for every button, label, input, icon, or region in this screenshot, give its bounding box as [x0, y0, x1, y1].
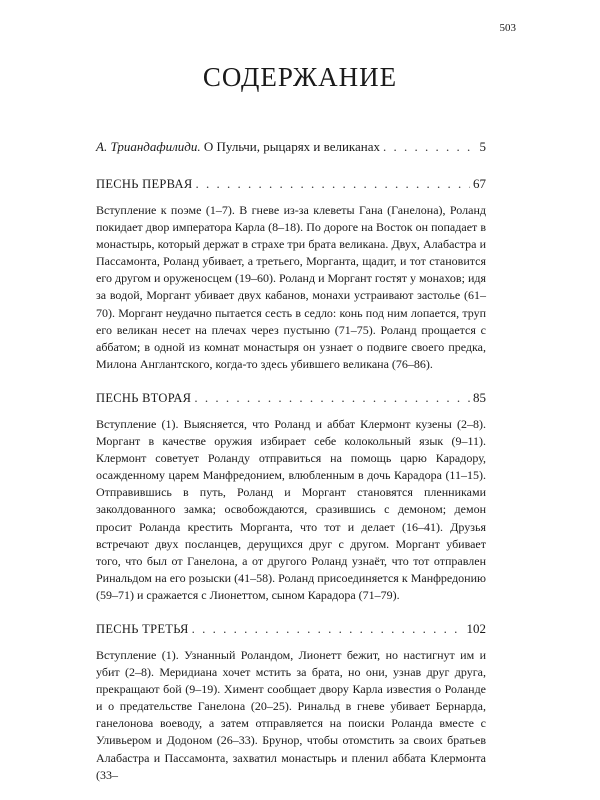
dot-leader — [195, 175, 470, 193]
page-number: 503 — [499, 22, 516, 34]
intro-page-number: 5 — [479, 139, 486, 154]
canto-title: ПЕСНЬ ВТОРАЯ — [96, 390, 192, 405]
intro-author: А. Триандафилиди. — [96, 139, 201, 154]
table-of-contents — [96, 138, 486, 800]
canto-summary: Вступление (1). Выясняется, что Роланд и аббат Клермонт кузены (2–8). Моргант в качестве оружия избирает себе колокольный язык (9–11). Клермонт советует Роланду отправиться на помощь царю Карадору, осажденному царем Манфредонием, влюбленным в дочь Карадора (11–15). Отправившись в путь, Роланд и Моргант становятся пленниками заколдованного замка; освобождаются, сразившись с демоном; демон просит Роланда крестить Морганта, что тот и делает (16–41). Друзья встречают двух посланцев, дерущихся друг с другом. Моргант убивает того, что был от Ганелона, а от другого Роланд узнаёт, что тот отправлен Ринальдом на его розыски (41–58). Роланд присоединяется к Манфредонию (59–71) и сражается с Лионеттом, сыном Карадора (71–79). — [96, 416, 486, 602]
page-title: СОДЕРЖАНИЕ — [202, 62, 398, 92]
canto-heading[interactable] — [96, 620, 486, 638]
dot-leader — [383, 138, 476, 156]
toc-entry-intro[interactable] — [96, 138, 486, 156]
canto-summary: Вступление к поэме (1–7). В гневе из-за клеветы Гана (Ганелона), Роланд покидает двор императора Карла (8–18). По дороге на Восток он попадает в монастырь, который держат в страхе три брата великана. Двух, Алабастра и Пассамонта, Роланд убивает, а третьего, Морганта, щадит, и тот становится его другом и оруженосцем (19–60). Роланд и Моргант гостят у монахов; идя за водой, Моргант убивает двух кабанов, монахи устраивают застолье (61–70). Моргант неудачно пытается сесть в седло: конь под ним лопается, труп его великан несет на плечах через пустыню (71–75). Роланд прощается с аббатом; в одной из комнат монастыря он узнает о подвиге своего предка, Милона Англантского, когда-то здесь убившего великана (76–86). — [96, 203, 486, 371]
canto-page-number: 102 — [466, 620, 486, 636]
canto-page-number: 85 — [473, 389, 486, 405]
dot-leader — [192, 620, 464, 638]
dot-leader — [194, 389, 470, 407]
canto-heading[interactable] — [96, 175, 486, 193]
canto-page-number: 67 — [473, 176, 486, 191]
toc-entry-canto-2 — [96, 389, 486, 604]
canto-title: ПЕСНЬ ТРЕТЬЯ — [96, 621, 189, 636]
intro-label — [96, 138, 380, 156]
canto-summary: Вступление (1). Узнанный Роландом, Лионетт бежит, но настигнут им и убит (2–8). Меридиана хочет мстить за брата, но они, узнав друг друга, прекращают бой (9–19). Химент сообщает двору Карла известия о Роланде и о предательстве Ганелона (20–25). Ринальд в гневе убивает Бернарда, ганелонова воеводу, а затем отправляется на поиски Роланда вместе с Уливьером и Додоном (26–33). Брунор, чтобы отомстить за своих братьев Алабастра и Пассамонта, захватил монастырь и пленил аббата Клермонта (33– — [96, 647, 486, 782]
toc-entry-canto-3 — [96, 620, 486, 784]
intro-title: О Пульчи, рыцарях и великанах — [203, 139, 381, 154]
canto-title: ПЕСНЬ ПЕРВАЯ — [96, 177, 193, 191]
canto-heading[interactable] — [96, 389, 486, 407]
toc-entry-canto-1 — [96, 175, 486, 373]
